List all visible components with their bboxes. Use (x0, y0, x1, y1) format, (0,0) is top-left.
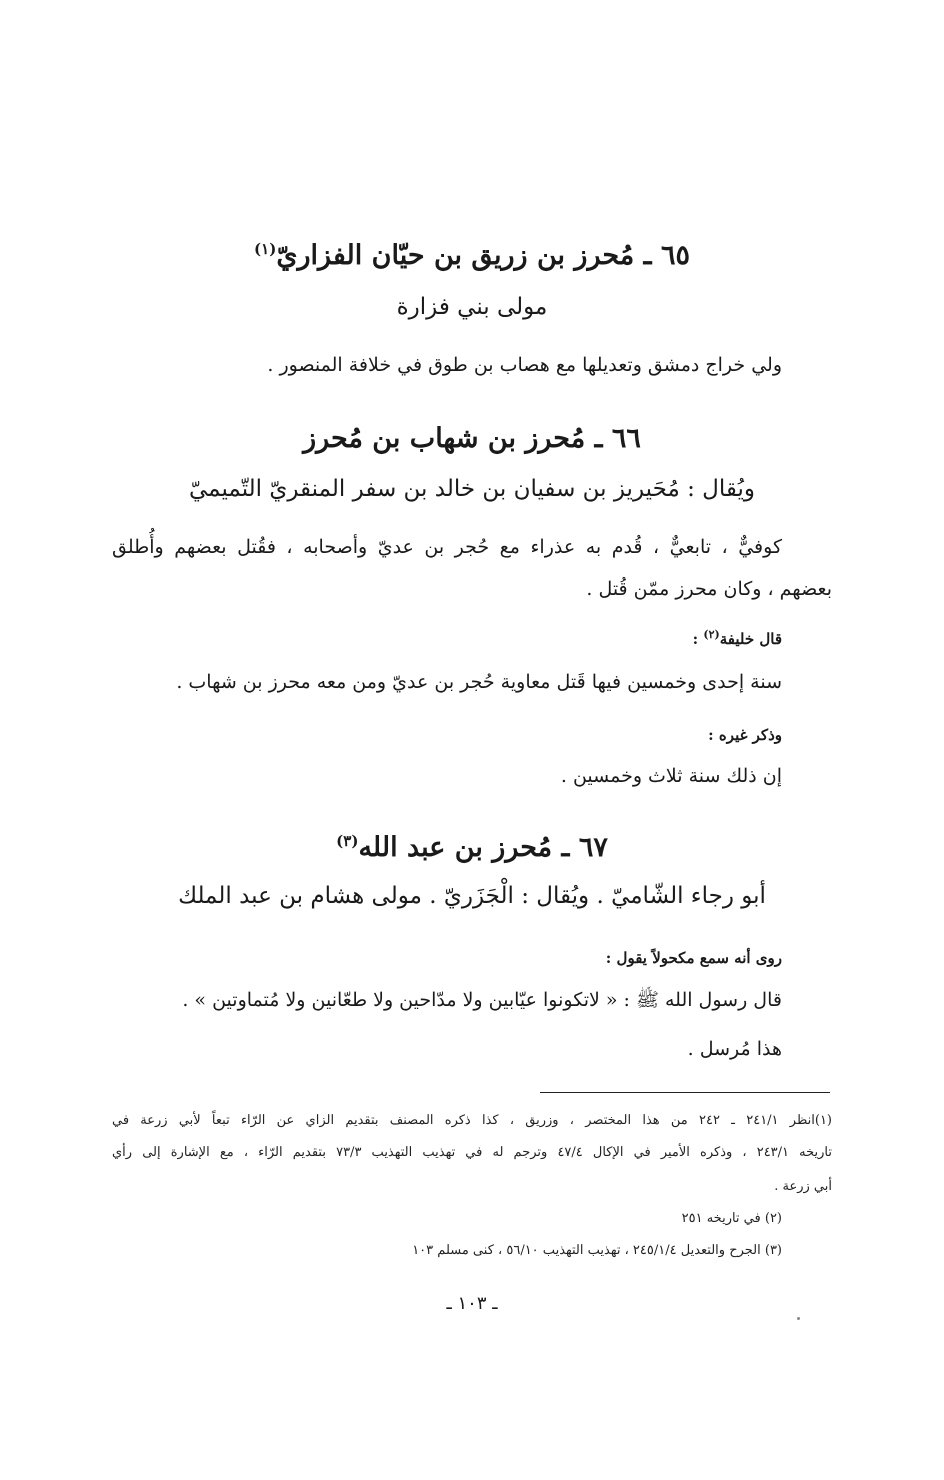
footnote-1-line2: تاريخه ٢٤٣/١ ، وذكره الأمير في الإكال ٤٧/٤ وترجم له في تهذيب التهذيب ٧٣/٣ بتقديم الرّاء ، مع الإشارة إلى رأي (112, 1145, 832, 1160)
quote2-label: وذكر غيره : (708, 726, 782, 744)
footnote-1-line1: (١)انظر ٢٤١/١ ـ ٢٤٢ من هذا المختصر ، وزريق ، كذا ذكره المصنف بتقديم الزاي عن الرّاء تبعاً لأبي زرعة في (112, 1113, 832, 1128)
entry-65-title-text: ٦٥ ـ مُحرز بن زريق بن حيّان الفزاريّ (276, 240, 690, 271)
entry-66-subtitle: ويُقال : مُحَيريز بن سفيان بن خالد بن سفر المنقريّ التّميميّ (189, 476, 755, 502)
footnote-ref-2[interactable]: (٢) (703, 628, 720, 641)
entry-67-subtitle: أبو رجاء الشّاميّ . ويُقال : الْجَزَريّ . مولى هشام بن عبد الملك (178, 883, 766, 909)
scan-speck (797, 1317, 800, 1320)
hadith-text: قال رسول الله ﷺ : « لاتكونوا عيّابين ولا مدّاحين ولا طعّانين ولا مُتماوتين » . (182, 989, 782, 1011)
quote1-label-suffix: : (692, 630, 704, 648)
entry-65-title (0, 240, 944, 271)
page-number: ـ ١٠٣ ـ (446, 1293, 498, 1314)
quote1-label (693, 630, 782, 648)
entry-66-title: ٦٦ ـ مُحرز بن شهاب بن مُحرز (303, 423, 641, 454)
footnote-ref-1[interactable]: (١) (254, 240, 277, 258)
footnote-3: (٣) الجرح والتعديل ٢٤٥/١/٤ ، تهذيب التهذيب ٥٦/١٠ ، كنى مسلم ١٠٣ (412, 1243, 782, 1258)
entry-66-paragraph-line2: بعضهم ، وكان محرز ممّن قُتل . (586, 578, 832, 600)
footnote-separator (540, 1092, 830, 1093)
footnote-1-line3: أبي زرعة . (774, 1179, 832, 1194)
quote1-label-text: قال خليفة (719, 630, 782, 648)
entry-67-title-text: ٦٧ ـ مُحرز بن عبد الله (358, 832, 608, 863)
quote1-text: سنة إحدى وخمسين فيها قَتل معاوية حُجر بن عديّ ومن معه محرز بن شهاب . (176, 671, 782, 693)
quote2-text: إن ذلك سنة ثلاث وخمسين . (560, 765, 782, 787)
entry-67-title (0, 832, 944, 863)
entry-65-paragraph: ولي خراج دمشق وتعديلها مع هصاب بن طوق في خلافة المنصور . (267, 354, 782, 376)
footnote-2: (٢) في تاريخه ٢٥١ (681, 1211, 782, 1226)
entry-66-paragraph-line1: كوفيٌّ ، تابعيٌّ ، قُدم به عذراء مع حُجر بن عديّ وأصحابه ، فقُتل بعضهم وأُطلق (112, 536, 782, 558)
narration-label: روى أنه سمع مكحولاً يقول : (605, 949, 782, 967)
closing-remark: هذا مُرسل . (687, 1038, 782, 1060)
footnote-ref-3[interactable]: (٣) (336, 832, 359, 850)
entry-65-subtitle: مولى بني فزارة (396, 294, 548, 320)
